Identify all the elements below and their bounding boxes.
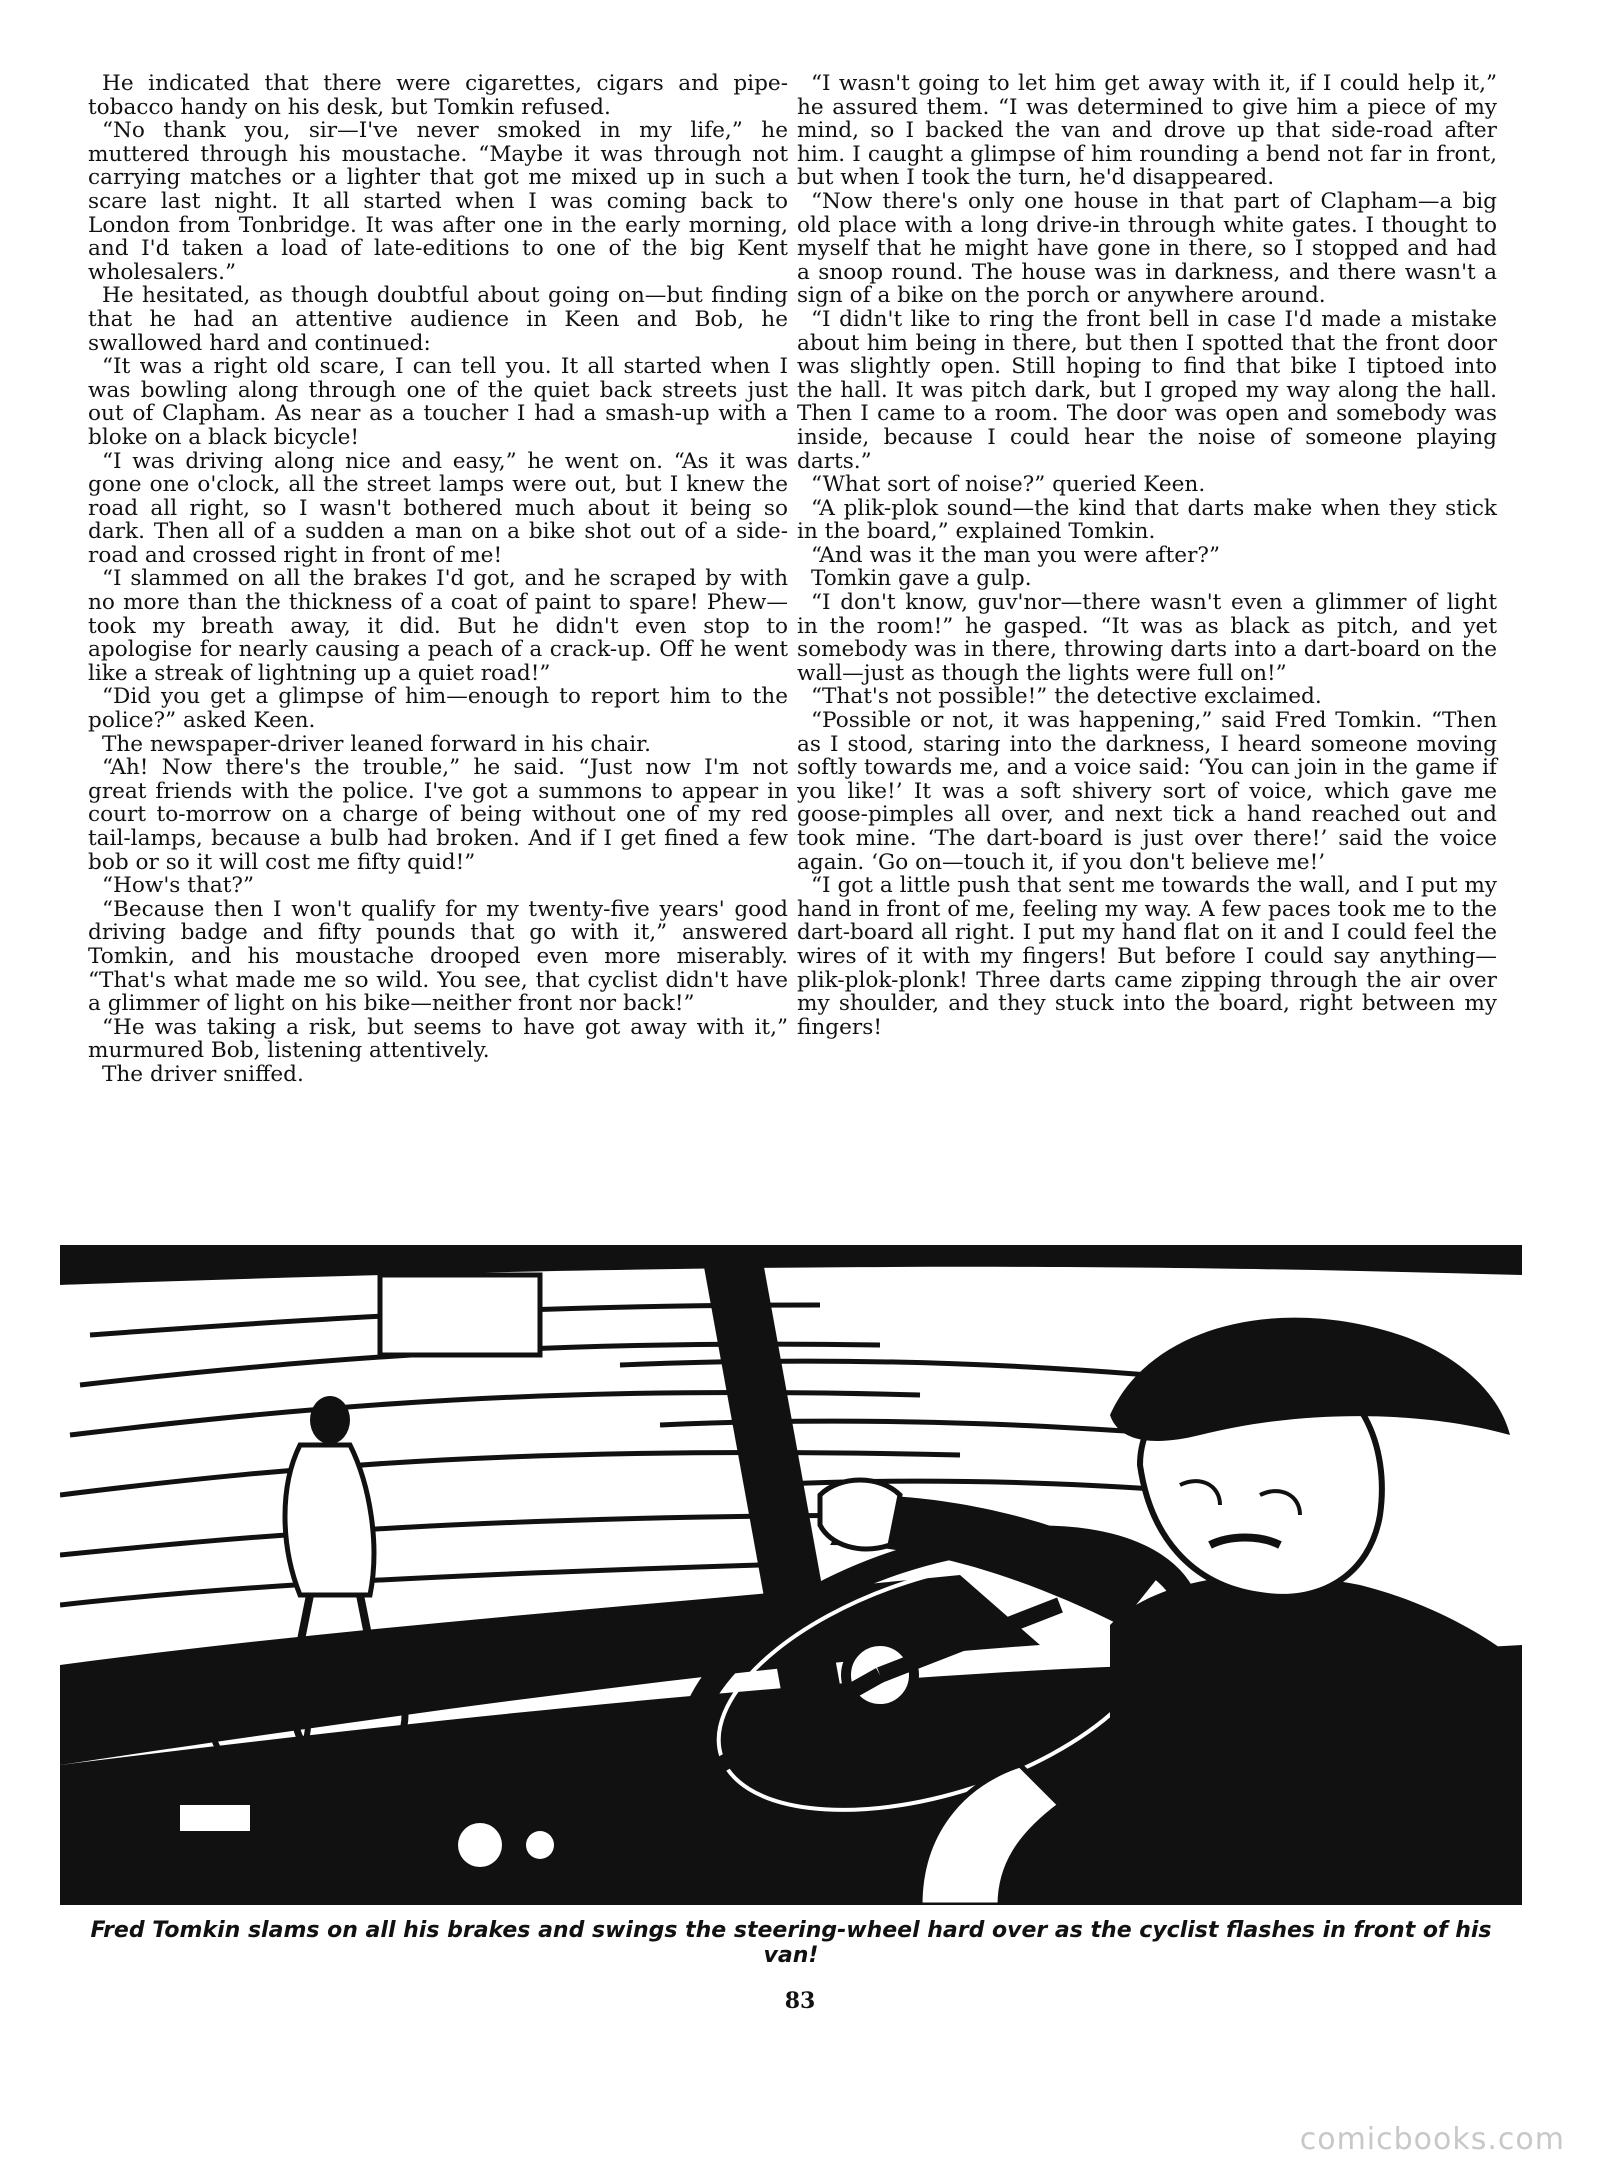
paragraph: “What sort of noise?” queried Keen.	[811, 472, 1206, 498]
paragraph: The newspaper-driver leaned forward in his chair.	[102, 731, 651, 757]
paragraph: “I slammed on all the brakes I'd got, and he scraped by with no more than the thickness of a coat of paint to spare! Phew—took my breath away, it did. But he didn't even stop to apologise for nearly causing a peach of a crack-up. Off he went like a streak of lightning up a quiet road!”	[88, 566, 788, 686]
paragraph: “Possible or not, it was happening,” said Fred Tomkin. “Then as I stood, staring into the darkness, I heard someone moving softly towards me, and a voice said: ‘You can join in the game if you like!’ It was a soft shivery sort of voice, which gave me goose-pimples all over, and next tick a hand reached out and took mine. ‘The dart-board is just over there!’ said the voice again. ‘Go on—touch it, if you don't believe me!’	[797, 708, 1497, 875]
paragraph: “Because then I won't qualify for my twenty-five years' good driving badge and fifty pounds that go with it,” answered Tomkin, and his moustache drooped even more miserably. “That's what made me so wild. You see, that cyclist didn't have a glimmer of light on his bike—neither front nor back!”	[88, 896, 788, 1017]
paragraph: “Ah! Now there's the trouble,” he said. “Just now I'm not great friends with the police. I've got a summons to appear in court to-morrow on a charge of being without one of my red tail-lamps, because a bulb had broken. And if I get fined a few bob or so it will cost me fifty quid!”	[88, 755, 788, 875]
paragraph: Tomkin gave a gulp.	[811, 566, 1032, 592]
paragraph: “I didn't like to ring the front bell in case I'd made a mistake about him being in there, but then I spotted that the front door was slightly open. Still hoping to find that bike I tiptoed into the hall. It was pitch dark, but I groped my way along the hall. Then I came to a room. The door was open and somebody was inside, because I could hear the noise of someone playing darts.”	[797, 306, 1497, 474]
illustration-caption: Fred Tomkin slams on all his brakes and swings the steering-wheel hard over as the cyclist flashes in front of his van!	[90, 1918, 1492, 1968]
right-text-column	[797, 72, 1497, 1039]
page-number: 83	[784, 1988, 816, 2014]
paragraph: “How's that?”	[102, 873, 254, 899]
paragraph: He hesitated, as though doubtful about going on—but finding that he had an attentive audience in Keen and Bob, he swallowed hard and continued:	[88, 283, 788, 356]
paragraph: “I got a little push that sent me towards the wall, and I put my hand in front of me, feeling my way. A few paces took me to the dart-board all right. I put my hand flat on it and I could feel the wires of it with my fingers! But before I could say anything—plik-plok-plonk! Three darts came zipping through the air over my shoulder, and they stuck into the board, right between my fingers!	[797, 873, 1497, 1040]
paragraph: “A plik-plok sound—the kind that darts make when they stick in the board,” explained Tomkin.	[797, 495, 1497, 545]
paragraph: “That's not possible!” the detective exclaimed.	[811, 684, 1322, 710]
van-cab-illustration	[60, 1245, 1522, 1905]
paragraph: The driver sniffed.	[102, 1061, 304, 1087]
paragraph: “It was a right old scare, I can tell you. It all started when I was bowling along through one of the quiet back streets just out of Clapham. As near as a toucher I had a smash-up with a bloke on a black bicycle!	[88, 354, 788, 450]
paragraph: “And was it the man you were after?”	[811, 542, 1221, 568]
paragraph: “Did you get a glimpse of him—enough to report him to the police?” asked Keen.	[88, 684, 788, 734]
illustration-drawing	[60, 1245, 1522, 1905]
left-text-column	[88, 72, 788, 1087]
paragraph: “I wasn't going to let him get away with it, if I could help it,” he assured them. “I was determined to give him a piece of my mind, so I backed the van and drove up that side-road after him. I caught a glimpse of him rounding a bend not far in front, but when I took the turn, he'd disappeared.	[797, 71, 1497, 191]
watermark: comicbooks.com	[1299, 2122, 1565, 2157]
paragraph: “No thank you, sir—I've never smoked in my life,” he muttered through his moustache. “Maybe it was through not carrying matches or a lighter that got me mixed up in such a scare last night. It all started when I was coming back to London from Tonbridge. It was after one in the early morning, and I'd taken a load of late-editions to one of the big Kent wholesalers.”	[88, 118, 788, 285]
paragraph: “I don't know, guv'nor—there wasn't even a glimmer of light in the room!” he gasped. “It was as black as pitch, and yet somebody was in there, throwing darts into a dart-board on the wall—just as though the lights were full on!”	[797, 590, 1497, 686]
paragraph: “I was driving along nice and easy,” he went on. “As it was gone one o'clock, all the street lamps were out, but I knew the road all right, so I wasn't bothered much about it being so dark. Then all of a sudden a man on a bike shot out of a side-road and crossed right in front of me!	[88, 448, 788, 568]
paragraph: He indicated that there were cigarettes, cigars and pipe-tobacco handy on his desk, but Tomkin refused.	[88, 71, 788, 120]
paragraph: “Now there's only one house in that part of Clapham—a big old place with a long drive-in through white gates. I thought to myself that he might have gone in there, so I stopped and had a snoop round. The house was in darkness, and there wasn't a sign of a bike on the porch or anywhere around.	[797, 188, 1497, 309]
paragraph: “He was taking a risk, but seems to have got away with it,” murmured Bob, listening attentively.	[88, 1014, 788, 1064]
